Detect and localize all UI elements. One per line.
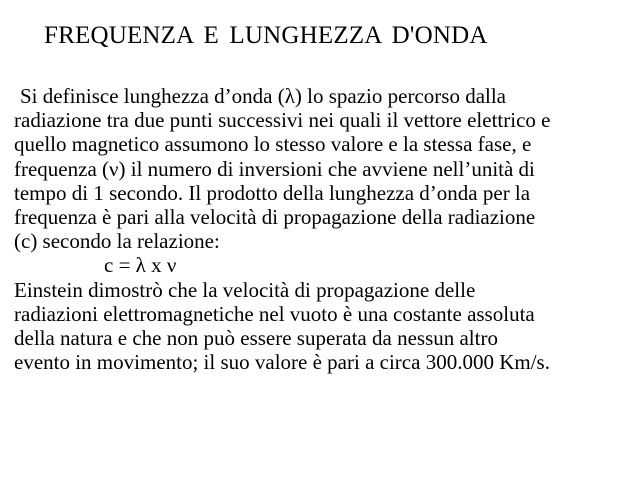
slide-title: FREQUENZA E LUNGHEZZA D'ONDA [44,22,488,49]
paragraph-line: frequenza (ν) il numero di inversioni che avviene nell’unità di [14,156,535,181]
paragraph-line: quello magnetico assumono lo stesso valore e la stessa fase, e [14,132,532,157]
formula-line: c = λ x ν [104,253,177,278]
paragraph-line: radiazione tra due punti successivi nei quali il vettore elettrico e [14,108,551,133]
paragraph-line: Si definisce lunghezza d’onda (λ) lo spazio percorso dalla [20,84,507,108]
paragraph-line: tempo di 1 secondo. Il prodotto della lunghezza d’onda per la [14,180,531,205]
closing-line: della natura e che non può essere superata da nessun altro [14,326,498,351]
closing-line: radiazioni elettromagnetiche nel vuoto è una costante assoluta [14,301,535,326]
paragraph-line: frequenza è pari alla velocità di propagazione della radiazione [14,205,536,230]
closing-line: evento in movimento; il suo valore è pari a circa 300.000 Km/s. [14,350,550,375]
slide-body [14,84,640,374]
paragraph-line: (c) secondo la relazione: [14,229,220,254]
closing-line: Einstein dimostrò che la velocità di propagazione delle [14,277,476,302]
